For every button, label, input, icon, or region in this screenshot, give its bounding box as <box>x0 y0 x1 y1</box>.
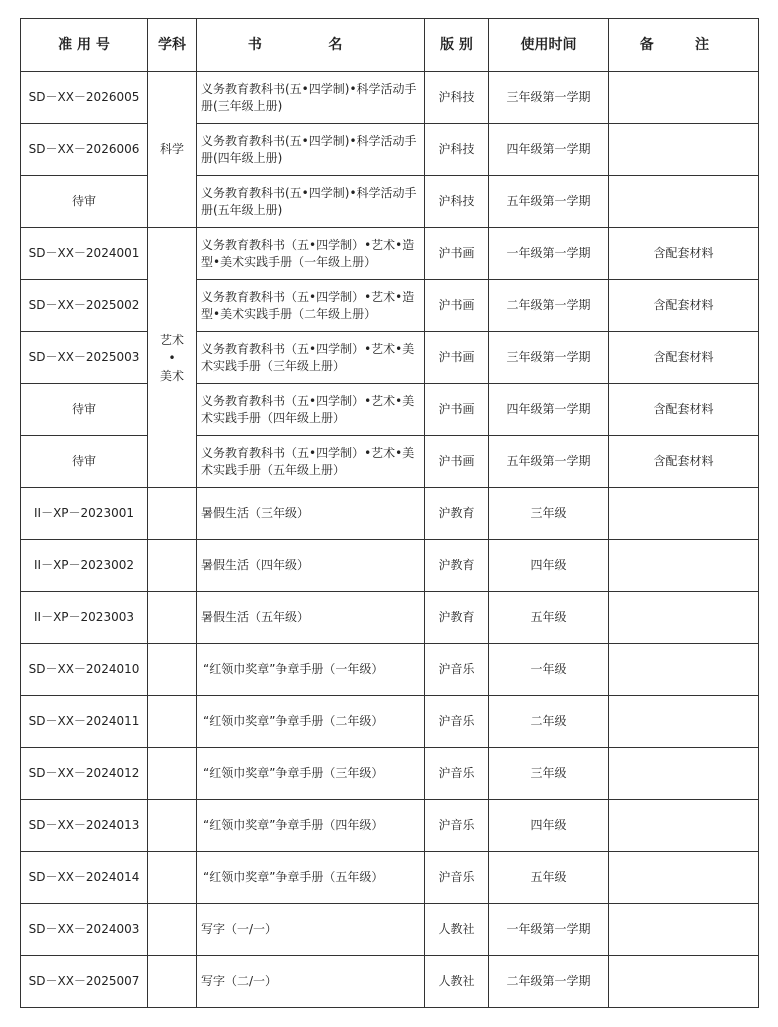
period-cell: 五年级 <box>489 852 609 904</box>
header-publisher: 版 别 <box>425 19 489 72</box>
note-cell <box>609 800 759 852</box>
note-cell: 含配套材料 <box>609 280 759 332</box>
note-cell: 含配套材料 <box>609 332 759 384</box>
code-cell: SD－XX－2025007 <box>21 956 148 1008</box>
note-cell: 含配套材料 <box>609 228 759 280</box>
subject-cell-empty <box>148 592 197 644</box>
subject-art-line1: 艺术 <box>159 332 184 347</box>
table-row <box>21 800 759 852</box>
period-cell: 三年级 <box>489 488 609 540</box>
subject-cell-empty <box>148 800 197 852</box>
title-cell: “红领巾奖章”争章手册（二年级） <box>197 696 425 748</box>
note-cell <box>609 124 759 176</box>
period-cell: 三年级第一学期 <box>489 72 609 124</box>
title-cell: “红领巾奖章”争章手册（一年级） <box>197 644 425 696</box>
note-cell <box>609 540 759 592</box>
title-cell: 义务教育教科书（五•四学制）•艺术•造型•美术实践手册（二年级上册） <box>197 280 425 332</box>
table-row <box>21 592 759 644</box>
note-cell <box>609 72 759 124</box>
table-row <box>21 852 759 904</box>
period-cell: 三年级 <box>489 748 609 800</box>
period-cell: 五年级第一学期 <box>489 436 609 488</box>
period-cell: 五年级第一学期 <box>489 176 609 228</box>
table-row <box>21 176 759 228</box>
publisher-cell: 沪音乐 <box>425 644 489 696</box>
header-period: 使用时间 <box>489 19 609 72</box>
note-cell <box>609 956 759 1008</box>
publisher-cell: 沪科技 <box>425 176 489 228</box>
header-row <box>21 19 759 72</box>
publisher-cell: 沪科技 <box>425 124 489 176</box>
period-cell: 二年级 <box>489 696 609 748</box>
title-cell: 义务教育教科书(五•四学制)•科学活动手册(三年级上册) <box>197 72 425 124</box>
code-cell: 待审 <box>21 384 148 436</box>
publisher-cell: 沪教育 <box>425 540 489 592</box>
note-cell <box>609 592 759 644</box>
title-cell: 义务教育教科书(五•四学制)•科学活动手册(四年级上册) <box>197 124 425 176</box>
note-cell <box>609 644 759 696</box>
period-cell: 四年级 <box>489 800 609 852</box>
period-cell: 一年级第一学期 <box>489 228 609 280</box>
table-row <box>21 124 759 176</box>
table-row <box>21 436 759 488</box>
note-cell <box>609 176 759 228</box>
code-cell: II－XP－2023001 <box>21 488 148 540</box>
title-cell: 写字（一/一） <box>197 904 425 956</box>
publisher-cell: 人教社 <box>425 956 489 1008</box>
subject-cell-empty <box>148 540 197 592</box>
subject-cell-empty <box>148 644 197 696</box>
header-title: 书 名 <box>197 19 425 72</box>
note-cell: 含配套材料 <box>609 384 759 436</box>
subject-cell-empty <box>148 904 197 956</box>
table-row <box>21 540 759 592</box>
table-row <box>21 384 759 436</box>
note-cell <box>609 904 759 956</box>
publisher-cell: 沪音乐 <box>425 748 489 800</box>
title-cell: 写字（二/一） <box>197 956 425 1008</box>
title-cell: 义务教育教科书（五•四学制）•艺术•美术实践手册（四年级上册） <box>197 384 425 436</box>
subject-cell-art <box>148 228 197 488</box>
publisher-cell: 沪书画 <box>425 280 489 332</box>
title-cell: 暑假生活（四年级） <box>197 540 425 592</box>
code-cell: SD－XX－2024003 <box>21 904 148 956</box>
title-cell: 暑假生活（三年级） <box>197 488 425 540</box>
period-cell: 二年级第一学期 <box>489 280 609 332</box>
period-cell: 五年级 <box>489 592 609 644</box>
period-cell: 四年级第一学期 <box>489 124 609 176</box>
table-row <box>21 72 759 124</box>
publisher-cell: 沪音乐 <box>425 852 489 904</box>
code-cell: SD－XX－2025003 <box>21 332 148 384</box>
code-cell: SD－XX－2024012 <box>21 748 148 800</box>
title-cell: “红领巾奖章”争章手册（四年级） <box>197 800 425 852</box>
table-row <box>21 644 759 696</box>
publisher-cell: 沪教育 <box>425 488 489 540</box>
code-cell: II－XP－2023002 <box>21 540 148 592</box>
period-cell: 二年级第一学期 <box>489 956 609 1008</box>
publisher-cell: 沪书画 <box>425 436 489 488</box>
period-cell: 一年级第一学期 <box>489 904 609 956</box>
code-cell: 待审 <box>21 436 148 488</box>
subject-cell-empty <box>148 852 197 904</box>
subject-cell-empty <box>148 488 197 540</box>
code-cell: SD－XX－2025002 <box>21 280 148 332</box>
title-cell: 义务教育教科书（五•四学制）•艺术•美术实践手册（五年级上册） <box>197 436 425 488</box>
note-cell: 含配套材料 <box>609 436 759 488</box>
header-subject: 学科 <box>148 19 197 72</box>
publisher-cell: 沪教育 <box>425 592 489 644</box>
table-row <box>21 488 759 540</box>
textbook-table <box>20 18 759 1008</box>
period-cell: 四年级第一学期 <box>489 384 609 436</box>
table-row <box>21 956 759 1008</box>
subject-art-dot: • <box>168 350 176 365</box>
note-cell <box>609 488 759 540</box>
subject-cell-empty <box>148 748 197 800</box>
title-cell: 义务教育教科书（五•四学制）•艺术•造型•美术实践手册（一年级上册） <box>197 228 425 280</box>
code-cell: SD－XX－2024014 <box>21 852 148 904</box>
period-cell: 三年级第一学期 <box>489 332 609 384</box>
table-row <box>21 280 759 332</box>
table-row <box>21 748 759 800</box>
header-code: 准 用 号 <box>21 19 148 72</box>
title-cell: “红领巾奖章”争章手册（五年级） <box>197 852 425 904</box>
code-cell: SD－XX－2026005 <box>21 72 148 124</box>
code-cell: SD－XX－2024001 <box>21 228 148 280</box>
publisher-cell: 沪书画 <box>425 332 489 384</box>
publisher-cell: 沪科技 <box>425 72 489 124</box>
title-cell: 义务教育教科书(五•四学制)•科学活动手册(五年级上册) <box>197 176 425 228</box>
title-cell: “红领巾奖章”争章手册（三年级） <box>197 748 425 800</box>
code-cell: SD－XX－2024010 <box>21 644 148 696</box>
header-note: 备 注 <box>609 19 759 72</box>
code-cell: SD－XX－2024011 <box>21 696 148 748</box>
table-row <box>21 228 759 280</box>
table-row <box>21 904 759 956</box>
note-cell <box>609 852 759 904</box>
subject-cell-empty <box>148 696 197 748</box>
publisher-cell: 沪书画 <box>425 228 489 280</box>
code-cell: SD－XX－2026006 <box>21 124 148 176</box>
period-cell: 四年级 <box>489 540 609 592</box>
note-cell <box>609 696 759 748</box>
subject-art-line2: 美术 <box>159 368 184 383</box>
publisher-cell: 人教社 <box>425 904 489 956</box>
subject-cell-empty <box>148 956 197 1008</box>
code-cell: 待审 <box>21 176 148 228</box>
publisher-cell: 沪书画 <box>425 384 489 436</box>
period-cell: 一年级 <box>489 644 609 696</box>
publisher-cell: 沪音乐 <box>425 800 489 852</box>
subject-cell-science: 科学 <box>148 72 197 228</box>
code-cell: SD－XX－2024013 <box>21 800 148 852</box>
title-cell: 义务教育教科书（五•四学制）•艺术•美术实践手册（三年级上册） <box>197 332 425 384</box>
code-cell: II－XP－2023003 <box>21 592 148 644</box>
note-cell <box>609 748 759 800</box>
table-row <box>21 696 759 748</box>
publisher-cell: 沪音乐 <box>425 696 489 748</box>
title-cell: 暑假生活（五年级） <box>197 592 425 644</box>
table-row <box>21 332 759 384</box>
